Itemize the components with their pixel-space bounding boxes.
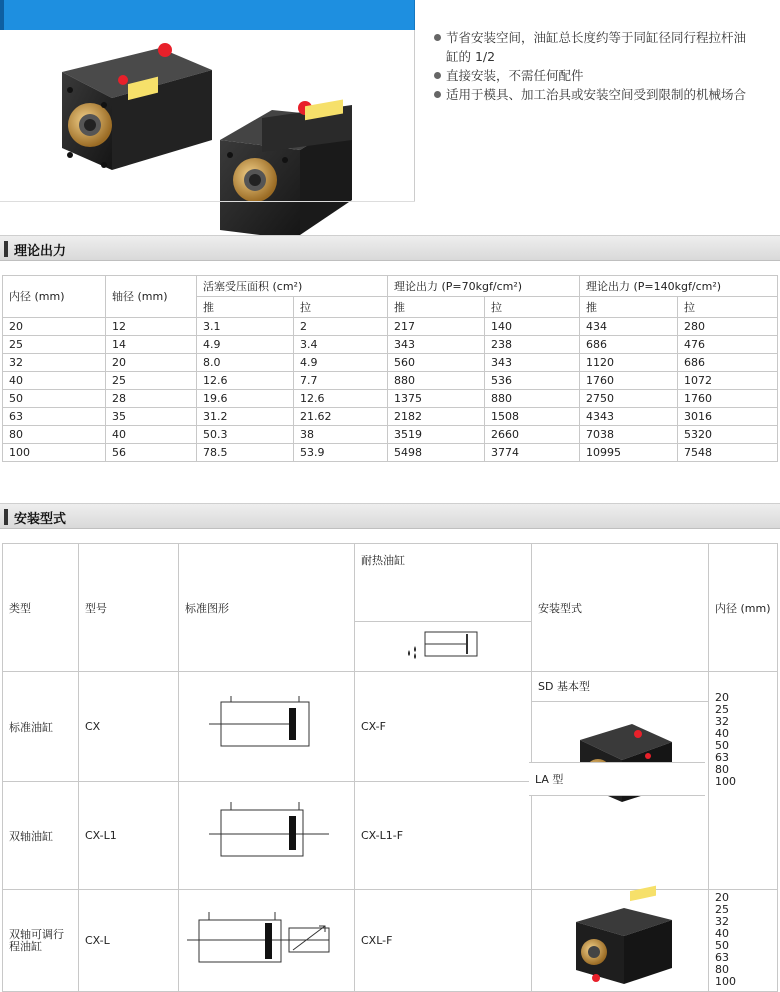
bore-value: 40 bbox=[715, 927, 729, 940]
la-mount-photo bbox=[532, 890, 708, 988]
table-cell: 1760 bbox=[678, 390, 778, 408]
table-cell: 476 bbox=[678, 336, 778, 354]
bore-value: 50 bbox=[715, 739, 729, 752]
table-cell: 434 bbox=[580, 318, 678, 336]
table-cell: 536 bbox=[485, 372, 580, 390]
sub-header-pull: 拉 bbox=[678, 297, 778, 318]
col-header-bore: 内径 (mm) bbox=[3, 276, 106, 318]
bore-value: 80 bbox=[715, 963, 729, 976]
force-table-body bbox=[3, 318, 778, 462]
table-cell: 217 bbox=[388, 318, 485, 336]
table-cell: 50.3 bbox=[197, 426, 294, 444]
table-cell: 1072 bbox=[678, 372, 778, 390]
feature-item: 适用于模具、加工治具或安装空间受到限制的机械场合 bbox=[432, 85, 752, 104]
symbol-cell bbox=[179, 782, 355, 890]
type-cell: 标准油缸 bbox=[3, 672, 79, 782]
table-cell: 38 bbox=[294, 426, 388, 444]
product-photos bbox=[0, 30, 415, 202]
table-cell: 1120 bbox=[580, 354, 678, 372]
bore-list-la bbox=[709, 890, 778, 992]
bore-value: 20 bbox=[715, 891, 729, 904]
sub-header-pull: 拉 bbox=[485, 297, 580, 318]
sub-header-push: 推 bbox=[388, 297, 485, 318]
table-cell: 3.1 bbox=[197, 318, 294, 336]
table-cell: 32 bbox=[3, 354, 106, 372]
table-cell: 880 bbox=[388, 372, 485, 390]
table-cell: 31.2 bbox=[197, 408, 294, 426]
table-cell: 63 bbox=[3, 408, 106, 426]
table-cell: 343 bbox=[388, 336, 485, 354]
col-header-force70: 理论出力 (P=70kgf/cm²) bbox=[388, 276, 580, 297]
table-row bbox=[3, 444, 778, 462]
section-title: 理论出力 bbox=[14, 244, 67, 259]
table-cell: 5320 bbox=[678, 426, 778, 444]
bore-value: 63 bbox=[715, 751, 729, 764]
table-cell: 686 bbox=[678, 354, 778, 372]
table-cell: 3774 bbox=[485, 444, 580, 462]
bore-value: 100 bbox=[715, 975, 736, 988]
col-header-force140: 理论出力 (P=140kgf/cm²) bbox=[580, 276, 778, 297]
table-row bbox=[3, 354, 778, 372]
table-cell: 2750 bbox=[580, 390, 678, 408]
table-cell: 7.7 bbox=[294, 372, 388, 390]
table-cell: 8.0 bbox=[197, 354, 294, 372]
table-cell: 560 bbox=[388, 354, 485, 372]
table-cell: 50 bbox=[3, 390, 106, 408]
sub-header-push: 推 bbox=[580, 297, 678, 318]
bore-values bbox=[715, 892, 771, 988]
double-rod-cylinder-symbol bbox=[179, 782, 354, 886]
table-row bbox=[3, 318, 778, 336]
col-header-symbol: 标准图形 bbox=[179, 544, 355, 672]
table-cell: 3.4 bbox=[294, 336, 388, 354]
table-cell: 40 bbox=[106, 426, 197, 444]
table-cell: 7548 bbox=[678, 444, 778, 462]
table-row bbox=[3, 372, 778, 390]
col-header-mount: 安装型式 bbox=[532, 544, 709, 672]
table-cell: 12.6 bbox=[197, 372, 294, 390]
table-cell: 12.6 bbox=[294, 390, 388, 408]
table-cell: 686 bbox=[580, 336, 678, 354]
bore-value: 80 bbox=[715, 763, 729, 776]
table-cell: 2182 bbox=[388, 408, 485, 426]
type-cell: 双轴可调行程油缸 bbox=[3, 890, 79, 992]
table-row bbox=[3, 426, 778, 444]
bore-value: 100 bbox=[715, 775, 736, 788]
section-header-force bbox=[0, 235, 780, 261]
feature-item: 直接安装，不需任何配件 bbox=[432, 66, 752, 85]
table-cell: 53.9 bbox=[294, 444, 388, 462]
heat-resistant-symbol bbox=[355, 622, 531, 668]
sub-header-push: 推 bbox=[197, 297, 294, 318]
table-cell: 28 bbox=[106, 390, 197, 408]
table-cell: 2 bbox=[294, 318, 388, 336]
col-header-type: 类型 bbox=[3, 544, 79, 672]
table-row bbox=[3, 408, 778, 426]
table-cell: 25 bbox=[106, 372, 197, 390]
sub-header-pull: 拉 bbox=[294, 297, 388, 318]
bore-value: 25 bbox=[715, 703, 729, 716]
bore-value: 32 bbox=[715, 715, 729, 728]
table-cell: 1760 bbox=[580, 372, 678, 390]
table-cell: 10995 bbox=[580, 444, 678, 462]
table-cell: 4.9 bbox=[294, 354, 388, 372]
table-cell: 7038 bbox=[580, 426, 678, 444]
table-cell: 5498 bbox=[388, 444, 485, 462]
top-banner-bar bbox=[0, 0, 415, 30]
feature-list bbox=[432, 28, 752, 104]
table-cell: 3519 bbox=[388, 426, 485, 444]
table-cell: 56 bbox=[106, 444, 197, 462]
bore-value: 40 bbox=[715, 727, 729, 740]
mount-sd-label: SD 基本型 bbox=[532, 672, 708, 702]
col-header-heat: 耐热油缸 bbox=[355, 544, 532, 622]
model-cell: CX-L bbox=[79, 890, 179, 992]
table-cell: 20 bbox=[106, 354, 197, 372]
table-cell: 14 bbox=[106, 336, 197, 354]
model-cell: CX bbox=[79, 672, 179, 782]
standard-cylinder-symbol bbox=[179, 672, 354, 778]
feature-item: 节省安装空间，油缸总长度约等于同缸径同行程拉杆油缸的 1/2 bbox=[432, 28, 752, 66]
bore-list-sd bbox=[709, 672, 778, 890]
table-cell: 280 bbox=[678, 318, 778, 336]
table-cell: 35 bbox=[106, 408, 197, 426]
bore-value: 50 bbox=[715, 939, 729, 952]
heat-model-cell: CXL-F bbox=[355, 890, 532, 992]
model-cell: CX-L1 bbox=[79, 782, 179, 890]
bore-value: 32 bbox=[715, 915, 729, 928]
table-cell: 25 bbox=[3, 336, 106, 354]
table-cell: 880 bbox=[485, 390, 580, 408]
adjustable-stroke-cylinder-symbol bbox=[179, 890, 354, 988]
table-cell: 3016 bbox=[678, 408, 778, 426]
bore-value: 25 bbox=[715, 903, 729, 916]
bore-values bbox=[715, 692, 771, 788]
symbol-cell bbox=[179, 890, 355, 992]
table-cell: 140 bbox=[485, 318, 580, 336]
table-cell: 1508 bbox=[485, 408, 580, 426]
table-cell: 12 bbox=[106, 318, 197, 336]
table-row bbox=[3, 390, 778, 408]
col-header-model: 型号 bbox=[79, 544, 179, 672]
symbol-cell bbox=[179, 672, 355, 782]
bore-value: 20 bbox=[715, 691, 729, 704]
table-cell: 19.6 bbox=[197, 390, 294, 408]
section-header-mounting bbox=[0, 503, 780, 529]
table-cell: 20 bbox=[3, 318, 106, 336]
heat-symbol-cell bbox=[355, 622, 532, 672]
table-cell: 80 bbox=[3, 426, 106, 444]
table-cell: 100 bbox=[3, 444, 106, 462]
table-cell: 78.5 bbox=[197, 444, 294, 462]
table-cell: 40 bbox=[3, 372, 106, 390]
cylinder-photo-left bbox=[62, 43, 212, 170]
product-photo-area bbox=[0, 30, 415, 202]
col-header-rod: 轴径 (mm) bbox=[106, 276, 197, 318]
mount-la-cell bbox=[532, 890, 709, 992]
section-title: 安装型式 bbox=[14, 512, 67, 527]
bore-value: 63 bbox=[715, 951, 729, 964]
table-row bbox=[3, 336, 778, 354]
type-cell: 双轴油缸 bbox=[3, 782, 79, 890]
cylinder-photo-right bbox=[220, 100, 352, 240]
table-cell: 343 bbox=[485, 354, 580, 372]
heat-model-cell: CX-F bbox=[355, 672, 532, 782]
col-header-bore: 内径 (mm) bbox=[709, 544, 778, 672]
table-cell: 238 bbox=[485, 336, 580, 354]
col-header-area: 活塞受压面积 (cm²) bbox=[197, 276, 388, 297]
table-cell: 4343 bbox=[580, 408, 678, 426]
mount-la-label: LA 型 bbox=[529, 762, 705, 796]
table-cell: 1375 bbox=[388, 390, 485, 408]
heat-model-cell: CX-L1-F bbox=[355, 782, 532, 890]
table-cell: 2660 bbox=[485, 426, 580, 444]
force-table bbox=[2, 275, 778, 462]
table-cell: 21.62 bbox=[294, 408, 388, 426]
table-cell: 4.9 bbox=[197, 336, 294, 354]
